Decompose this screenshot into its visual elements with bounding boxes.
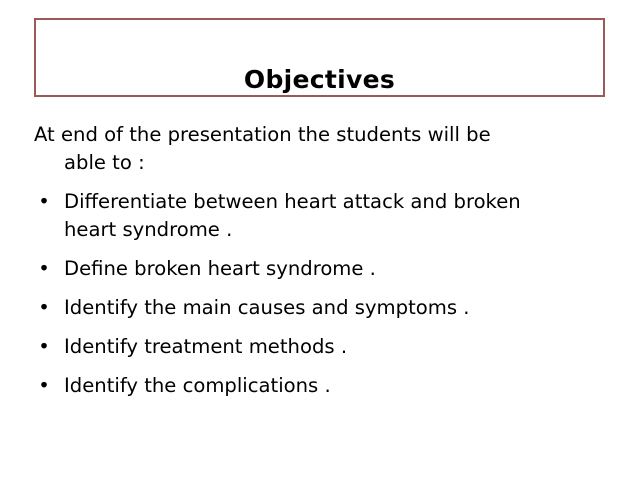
- bullet-icon: •: [38, 257, 50, 280]
- list-item: [34, 372, 624, 400]
- intro-line: able to :: [64, 151, 145, 174]
- slide-title: Objectives: [243, 65, 396, 94]
- bullet-icon: •: [38, 374, 50, 397]
- intro-paragraph: [34, 121, 624, 177]
- list-item-text: Define broken heart syndrome .: [64, 257, 376, 280]
- slide-body: [34, 121, 624, 400]
- list-item: [34, 333, 624, 361]
- list-item-text: heart syndrome .: [64, 218, 233, 241]
- list-item-text: Differentiate between heart attack and broken: [64, 190, 521, 213]
- bullet-icon: •: [38, 190, 50, 213]
- bullet-icon: •: [38, 335, 50, 358]
- list-item: [34, 294, 624, 322]
- intro-line: At end of the presentation the students will be: [34, 123, 491, 146]
- list-item-text: Identify treatment methods .: [64, 335, 348, 358]
- list-item-text: Identify the main causes and symptoms .: [64, 296, 470, 319]
- title-box: [34, 18, 605, 97]
- list-item: [34, 255, 624, 283]
- list-item: [34, 188, 624, 244]
- bullet-icon: •: [38, 296, 50, 319]
- objectives-list: [34, 188, 624, 400]
- list-item-text: Identify the complications .: [64, 374, 331, 397]
